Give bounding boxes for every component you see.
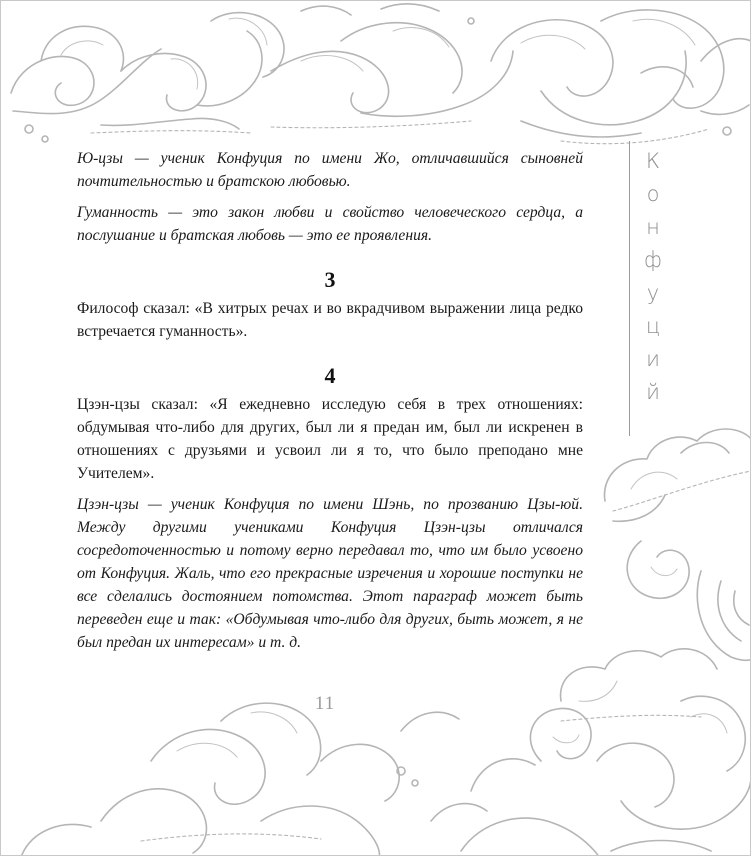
running-head-letter: о [646, 182, 660, 206]
running-head-letter: н [646, 215, 660, 239]
ornament-top-left [11, 13, 284, 142]
quote-paragraph: Философ сказал: «В хитрых речах и во вкрадчивом выражении лица редко встречается гуманность». [77, 300, 583, 340]
main-text [77, 147, 583, 654]
running-head-letter: К [645, 149, 661, 173]
section-number: 4 [324, 363, 336, 388]
section-number: 3 [324, 267, 336, 292]
ornament-right-cloud [604, 429, 751, 660]
page-number: 11 [314, 693, 336, 714]
ornament-bottom-left [21, 703, 487, 856]
running-head-letter: ц [645, 314, 661, 338]
running-head-letters [638, 145, 668, 409]
ornament-top-right [491, 10, 751, 144]
commentary-paragraph: Ю-цзы — ученик Конфуция по имени Жо, отличавшийся сыновней почтительностью и братскою любовью. [77, 150, 583, 190]
ornament-top-band [271, 4, 513, 128]
quote-paragraph: Цзэн-цзы сказал: «Я ежедневно исследую себя в трех отношениях: обдумывая что-либо для других, был ли я предан им, был ли искренен в отношениях с друзьями и усвоил ли я то, что было преподано мне Учителем». [77, 396, 583, 482]
commentary-paragraph: Гуманность — это закон любви и свойство человеческого сердца, а послушание и братская любовь — это ее проявления. [77, 204, 583, 244]
running-head-letter: й [646, 380, 660, 404]
running-head-vertical [629, 141, 670, 436]
commentary-paragraph: Цзэн-цзы — ученик Конфуция по имени Шэнь, по прозванию Цзы-юй. Между другими учениками Конфуция Цзэн-цзы отличался сосредоточенностью и потому верно передавал то, что им было усвоено от Конфуция. Жаль, что его прекрасные изречения и хорошие поступки не все сделались достоянием потомства. Этот параграф может быть переведен еще и так: «Обдумывая что-либо для других, быть может, я не был предан их интересам» и т. д. [77, 496, 583, 651]
running-head-letter: у [646, 281, 660, 305]
ornament-bottom-right [461, 649, 751, 856]
running-head-letter: ф [644, 248, 662, 272]
running-head-letter: и [646, 347, 660, 371]
